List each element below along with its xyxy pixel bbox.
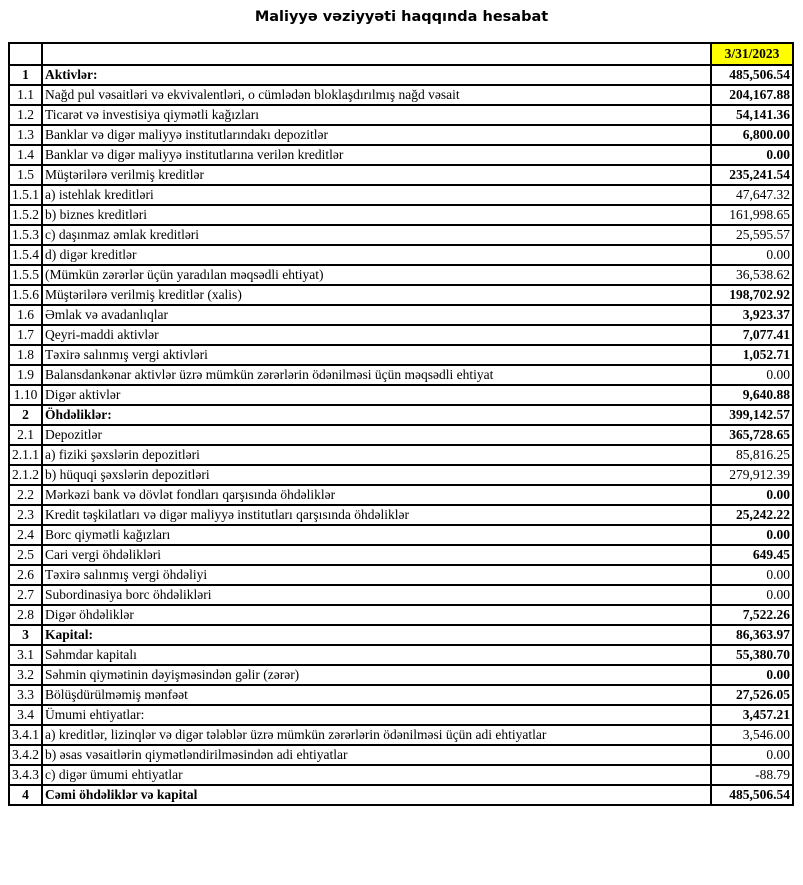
table-row: [9, 665, 793, 685]
row-value-cell: 649.45: [711, 545, 793, 565]
table-row: [9, 125, 793, 145]
row-value-cell: 54,141.36: [711, 105, 793, 125]
row-number-cell: 2.7: [9, 585, 42, 605]
row-label-cell: b) biznes kreditləri: [42, 205, 711, 225]
table-row: [9, 345, 793, 365]
row-value-cell: 485,506.54: [711, 785, 793, 805]
row-label-cell: Digər öhdəliklər: [42, 605, 711, 625]
row-value-cell: 3,923.37: [711, 305, 793, 325]
table-row: [9, 185, 793, 205]
row-label-cell: Qeyri-maddi aktivlər: [42, 325, 711, 345]
row-value-cell: 6,800.00: [711, 125, 793, 145]
row-value-cell: 3,457.21: [711, 705, 793, 725]
row-number-cell: 3.4.2: [9, 745, 42, 765]
row-value-cell: 0.00: [711, 565, 793, 585]
row-number-cell: 2.1.1: [9, 445, 42, 465]
row-number-cell: 3: [9, 625, 42, 645]
table-row: [9, 685, 793, 705]
table-row: [9, 225, 793, 245]
row-label-cell: Cari vergi öhdəlikləri: [42, 545, 711, 565]
row-number-cell: 2: [9, 405, 42, 425]
table-row: [9, 505, 793, 525]
row-label-cell: Səhmdar kapitalı: [42, 645, 711, 665]
row-label-cell: Cəmi öhdəliklər və kapital: [42, 785, 711, 805]
table-row: [9, 485, 793, 505]
row-value-cell: 25,242.22: [711, 505, 793, 525]
row-label-cell: d) digər kreditlər: [42, 245, 711, 265]
table-header-row: [9, 43, 793, 65]
table-row: [9, 145, 793, 165]
table-row: [9, 305, 793, 325]
row-number-cell: 2.6: [9, 565, 42, 585]
row-number-cell: 1: [9, 65, 42, 85]
row-value-cell: 198,702.92: [711, 285, 793, 305]
row-number-cell: 1.6: [9, 305, 42, 325]
row-label-cell: Müştərilərə verilmiş kreditlər (xalis): [42, 285, 711, 305]
table-row: [9, 285, 793, 305]
row-label-cell: Balansdankənar aktivlər üzrə mümkün zərərlərin ödənilməsi üçün məqsədli ehtiyat: [42, 365, 711, 385]
row-value-cell: 485,506.54: [711, 65, 793, 85]
table-row: [9, 325, 793, 345]
table-row: [9, 785, 793, 805]
table-row: [9, 385, 793, 405]
header-number-cell: [9, 43, 42, 65]
table-row: [9, 245, 793, 265]
row-value-cell: 55,380.70: [711, 645, 793, 665]
row-number-cell: 2.3: [9, 505, 42, 525]
row-number-cell: 3.4.3: [9, 765, 42, 785]
row-value-cell: 9,640.88: [711, 385, 793, 405]
table-row: [9, 65, 793, 85]
table-row: [9, 645, 793, 665]
row-value-cell: 0.00: [711, 245, 793, 265]
row-label-cell: Ümumi ehtiyatlar:: [42, 705, 711, 725]
page-title: Maliyyə vəziyyəti haqqında hesabat: [254, 9, 549, 25]
row-label-cell: Banklar və digər maliyyə institutlarına verilən kreditlər: [42, 145, 711, 165]
row-number-cell: 2.1: [9, 425, 42, 445]
row-value-cell: 204,167.88: [711, 85, 793, 105]
row-label-cell: c) digər ümumi ehtiyatlar: [42, 765, 711, 785]
table-row: [9, 525, 793, 545]
row-label-cell: Mərkəzi bank və dövlət fondları qarşısında öhdəliklər: [42, 485, 711, 505]
row-label-cell: (Mümkün zərərlər üçün yaradılan məqsədli ehtiyat): [42, 265, 711, 285]
table-row: [9, 465, 793, 485]
table-row: [9, 545, 793, 565]
row-number-cell: 3.2: [9, 665, 42, 685]
row-number-cell: 1.5.1: [9, 185, 42, 205]
row-value-cell: 0.00: [711, 745, 793, 765]
row-number-cell: 3.4: [9, 705, 42, 725]
row-number-cell: 1.9: [9, 365, 42, 385]
row-number-cell: 2.5: [9, 545, 42, 565]
row-number-cell: 1.5.4: [9, 245, 42, 265]
row-label-cell: b) əsas vəsaitlərin qiymətləndirilməsindən adi ehtiyatlar: [42, 745, 711, 765]
row-number-cell: 2.8: [9, 605, 42, 625]
table-row: [9, 625, 793, 645]
table-row: [9, 85, 793, 105]
row-number-cell: 3.1: [9, 645, 42, 665]
row-value-cell: 85,816.25: [711, 445, 793, 465]
row-label-cell: Təxirə salınmış vergi aktivləri: [42, 345, 711, 365]
row-label-cell: a) istehlak kreditləri: [42, 185, 711, 205]
row-number-cell: 1.5.5: [9, 265, 42, 285]
row-label-cell: Aktivlər:: [42, 65, 711, 85]
row-label-cell: Depozitlər: [42, 425, 711, 445]
row-number-cell: 1.5.6: [9, 285, 42, 305]
row-label-cell: c) daşınmaz əmlak kreditləri: [42, 225, 711, 245]
row-label-cell: Subordinasiya borc öhdəlikləri: [42, 585, 711, 605]
row-value-cell: 399,142.57: [711, 405, 793, 425]
table-body: [9, 43, 793, 805]
row-number-cell: 1.5.2: [9, 205, 42, 225]
row-value-cell: 0.00: [711, 485, 793, 505]
row-value-cell: 161,998.65: [711, 205, 793, 225]
row-label-cell: Kredit təşkilatları və digər maliyyə institutları qarşısında öhdəliklər: [42, 505, 711, 525]
row-value-cell: 36,538.62: [711, 265, 793, 285]
row-value-cell: 7,522.26: [711, 605, 793, 625]
table-row: [9, 365, 793, 385]
table-row: [9, 425, 793, 445]
row-label-cell: a) kreditlər, lizinqlər və digər tələblər üzrə mümkün zərərlərin ödənilməsi üçün adi ehtiyatlar: [42, 725, 711, 745]
row-number-cell: 3.4.1: [9, 725, 42, 745]
row-value-cell: 279,912.39: [711, 465, 793, 485]
table-row: [9, 605, 793, 625]
row-number-cell: 1.1: [9, 85, 42, 105]
row-label-cell: Banklar və digər maliyyə institutlarındakı depozitlər: [42, 125, 711, 145]
row-number-cell: 2.2: [9, 485, 42, 505]
row-label-cell: Bölüşdürülməmiş mənfəət: [42, 685, 711, 705]
row-label-cell: Borc qiymətli kağızları: [42, 525, 711, 545]
row-label-cell: Öhdəliklər:: [42, 405, 711, 425]
row-value-cell: 3,546.00: [711, 725, 793, 745]
row-value-cell: 0.00: [711, 525, 793, 545]
row-value-cell: 365,728.65: [711, 425, 793, 445]
row-number-cell: 1.3: [9, 125, 42, 145]
row-value-cell: 7,077.41: [711, 325, 793, 345]
row-label-cell: b) hüquqi şəxslərin depozitləri: [42, 465, 711, 485]
row-label-cell: Təxirə salınmış vergi öhdəliyi: [42, 565, 711, 585]
row-value-cell: 0.00: [711, 145, 793, 165]
table-row: [9, 405, 793, 425]
date-header-cell: 3/31/2023: [711, 43, 793, 65]
row-value-cell: 47,647.32: [711, 185, 793, 205]
row-value-cell: 0.00: [711, 665, 793, 685]
row-number-cell: 1.5.3: [9, 225, 42, 245]
row-number-cell: 1.7: [9, 325, 42, 345]
row-number-cell: 2.1.2: [9, 465, 42, 485]
row-number-cell: 1.8: [9, 345, 42, 365]
table-row: [9, 105, 793, 125]
table-row: [9, 585, 793, 605]
row-number-cell: 1.5: [9, 165, 42, 185]
row-label-cell: Müştərilərə verilmiş kreditlər: [42, 165, 711, 185]
row-label-cell: Ticarət və investisiya qiymətli kağızları: [42, 105, 711, 125]
row-value-cell: 25,595.57: [711, 225, 793, 245]
row-label-cell: Kapital:: [42, 625, 711, 645]
row-label-cell: Əmlak və avadanlıqlar: [42, 305, 711, 325]
table-row: [9, 765, 793, 785]
row-number-cell: 3.3: [9, 685, 42, 705]
financial-statement-table: [8, 42, 794, 806]
row-number-cell: 1.2: [9, 105, 42, 125]
row-label-cell: Səhmin qiymətinin dəyişməsindən gəlir (zərər): [42, 665, 711, 685]
table-row: [9, 445, 793, 465]
row-value-cell: 27,526.05: [711, 685, 793, 705]
row-number-cell: 2.4: [9, 525, 42, 545]
table-row: [9, 205, 793, 225]
row-label-cell: Nağd pul vəsaitləri və ekvivalentləri, o cümlədən bloklaşdırılmış nağd vəsait: [42, 85, 711, 105]
row-value-cell: 1,052.71: [711, 345, 793, 365]
row-value-cell: -88.79: [711, 765, 793, 785]
table-row: [9, 265, 793, 285]
row-number-cell: 1.4: [9, 145, 42, 165]
row-number-cell: 4: [9, 785, 42, 805]
row-label-cell: a) fiziki şəxslərin depozitləri: [42, 445, 711, 465]
row-value-cell: 86,363.97: [711, 625, 793, 645]
header-label-cell: [42, 43, 711, 65]
row-label-cell: Digər aktivlər: [42, 385, 711, 405]
table-row: [9, 705, 793, 725]
row-value-cell: 235,241.54: [711, 165, 793, 185]
table-row: [9, 165, 793, 185]
row-number-cell: 1.10: [9, 385, 42, 405]
table-row: [9, 565, 793, 585]
table-row: [9, 745, 793, 765]
table-row: [9, 725, 793, 745]
row-value-cell: 0.00: [711, 365, 793, 385]
row-value-cell: 0.00: [711, 585, 793, 605]
